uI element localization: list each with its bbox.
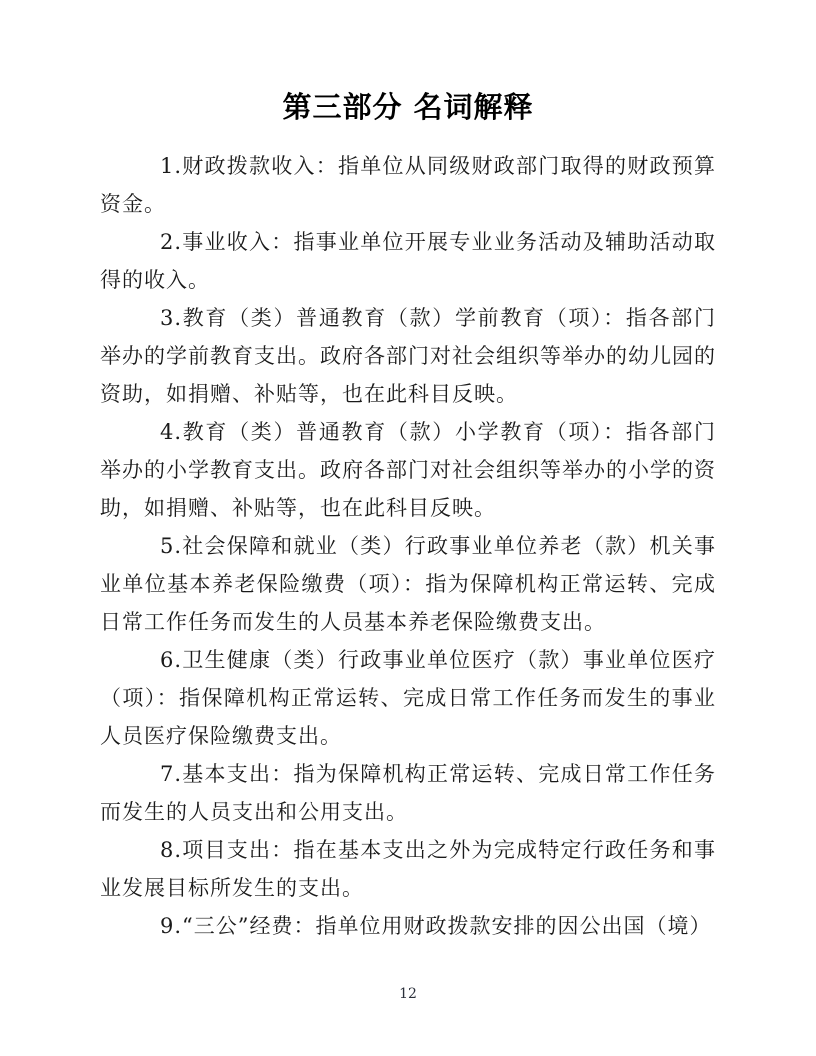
definition-paragraph-6: 6.卫生健康（类）行政事业单位医疗（款）事业单位医疗（项）：指保障机构正常运转、完成日常工作任务而发生的事业人员医疗保险缴费支出。	[100, 648, 716, 748]
definition-paragraph-9: 9.“三公”经费：指单位用财政拨款安排的因公出国（境）	[160, 914, 712, 938]
definition-paragraph-4: 4.教育（类）普通教育（款）小学教育（项）：指各部门举办的小学教育支出。政府各部门对社会组织等举办的小学的资助，如捐赠、补贴等，也在此科目反映。	[100, 420, 716, 520]
definition-paragraph-7: 7.基本支出：指为保障机构正常运转、完成日常工作任务而发生的人员支出和公用支出。	[100, 762, 716, 824]
page-title: 第三部分 名词解释	[282, 90, 534, 124]
definition-paragraph-1: 1.财政拨款收入：指单位从同级财政部门取得的财政预算资金。	[100, 154, 716, 216]
definition-paragraph-5: 5.社会保障和就业（类）行政事业单位养老（款）机关事业单位基本养老保险缴费（项）：指为保障机构正常运转、完成日常工作任务而发生的人员基本养老保险缴费支出。	[100, 534, 716, 634]
definition-paragraph-2: 2.事业收入：指事业单位开展专业业务活动及辅助活动取得的收入。	[100, 230, 716, 292]
definition-paragraph-3: 3.教育（类）普通教育（款）学前教育（项）：指各部门举办的学前教育支出。政府各部门对社会组织等举办的幼儿园的资助，如捐赠、补贴等，也在此科目反映。	[100, 306, 716, 406]
document-content	[100, 88, 716, 945]
definition-paragraph-8: 8.项目支出：指在基本支出之外为完成特定行政任务和事业发展目标所发生的支出。	[100, 838, 716, 900]
page-number: 12	[399, 986, 417, 1002]
